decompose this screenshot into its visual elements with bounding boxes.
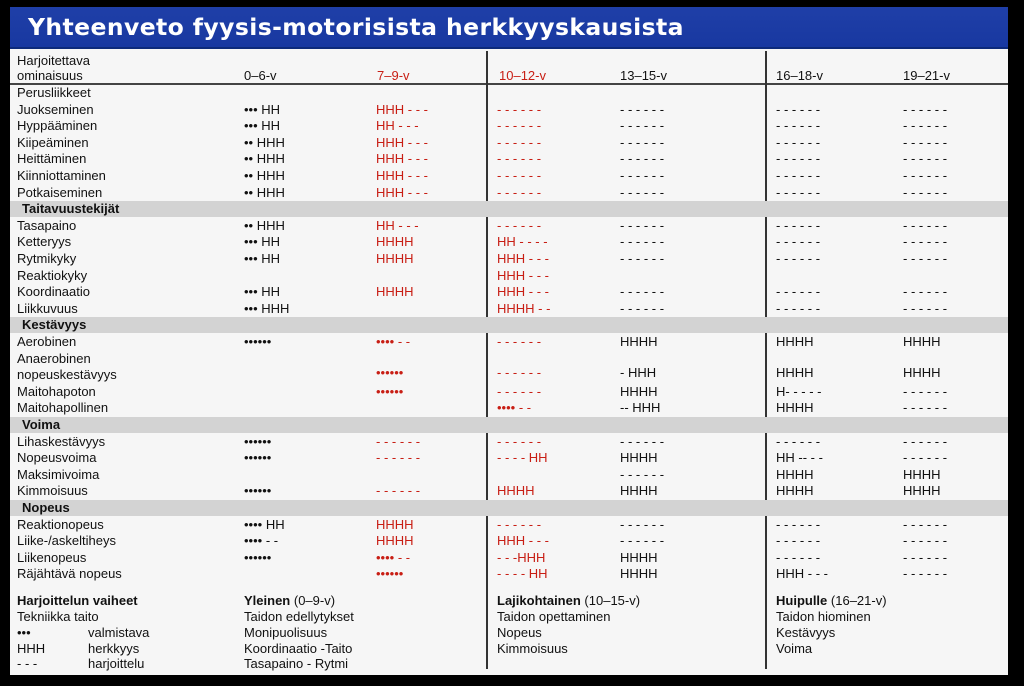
table-cell: - - - - - - [776,134,821,150]
table-cell: - - - - - - [776,516,821,532]
table-cell: •••••• [244,483,272,499]
trait-header [17,53,90,83]
table-row [10,301,1008,318]
table-cell: - - - - - - [903,400,948,416]
table-cell: HHHH [903,466,941,482]
table-cell: ••• HH [244,251,281,266]
legend-sport-item: Kimmoisuus [497,641,568,656]
table-cell: - - - - - - [903,118,948,134]
trait-header-line1: Harjoitettava [17,53,90,68]
table-cell: HH -- - - [776,450,823,466]
table-cell: - HHH [620,365,657,381]
table-cell: - - - - - - [620,533,665,549]
table-row [10,284,1008,301]
age-header-0-6: 0–6-v [244,68,277,83]
table-cell: •• HHH [244,184,285,200]
table-cell: HHHH [903,365,941,381]
table-cell: •••••• [244,549,272,565]
table-cell: - - - - - - [497,365,542,381]
table-cell: - - - - - - [903,533,948,549]
row-label: Heittäminen [17,151,87,167]
section-header [10,417,1008,433]
legend-peak-item: Kestävyys [776,625,836,640]
row-label: Nopeusvoima [17,450,97,466]
table-cell: - - - - - - [620,134,665,150]
table-cell: - - - - - - [776,217,821,233]
table-cell: - - - - - - [376,450,421,466]
table-row [10,334,1008,351]
table-cell: - - - - - - [903,168,948,183]
table-cell: HHH - - - [376,168,428,183]
table-cell: - - - - - - [903,516,948,532]
row-label: Maksimivoima [17,466,100,482]
table-cell: - - - - - - [620,234,665,250]
table-cell: HHHH [776,466,814,482]
table-row [10,151,1008,168]
table-cell: •• HHH [244,217,285,233]
table-cell: - - - - - - [620,251,665,266]
table-cell: - - - - - - [620,151,665,167]
table-row [10,135,1008,152]
table-cell: - - - - - - [497,217,542,233]
table-cell: HHHH [776,334,814,349]
table-cell: - - - - - - [620,516,665,532]
legend-technique: Tekniikka taito [17,609,99,624]
table-cell: - - - - - - [776,284,821,300]
section-header [10,500,1008,516]
table-cell: - - - - - - [776,234,821,250]
table-cell: HHHH [620,334,658,349]
age-header-7-9: 7–9-v [377,68,410,83]
table-cell: •••••• [244,450,272,466]
row-label: Juokseminen [17,101,94,117]
table-row [10,168,1008,185]
legend-peak-item: Voima [776,641,813,656]
table-cell: - - - - - - [620,466,665,482]
table-cell: •••••• [376,566,404,582]
table-cell: HHHH [620,383,658,399]
table-cell: HHHH [776,483,814,499]
row-label: Kimmoisuus [17,483,88,499]
table-cell: HHHH [620,549,658,565]
legend-h-text: herkkyys [88,641,140,656]
table-cell: H- - - - - [776,383,822,399]
table-cell: •••••• [244,334,272,349]
table-cell: HHHH [376,234,414,250]
row-label: Liikenopeus [17,549,87,565]
table-cell: HHHH [376,284,414,300]
age-header-16-18: 16–18-v [776,68,823,83]
table-cell: HHH - - - [376,101,428,117]
section-title: Perusliikkeet [17,85,91,100]
row-label: Potkaiseminen [17,184,103,200]
table-cell: - - - - - - [620,284,665,300]
table-row [10,251,1008,268]
row-label: Räjähtävä nopeus [17,566,122,582]
table-cell: - - - - - - [903,151,948,167]
table-cell: - - - - - - [497,383,542,399]
trait-header-line2: ominaisuus [17,68,83,83]
table-cell: - - - - - - [903,549,948,565]
table-row [10,550,1008,567]
legend-general-item: Taidon edellytykset [244,609,354,624]
table-cell: - - - - - - [776,184,821,200]
legend-dash-text: harjoittelu [88,656,145,671]
table-cell: - - - - - - [903,234,948,250]
row-label: Anaerobinen [17,350,91,366]
table-cell: HHHH [620,483,658,499]
table-cell: - - - - - - [620,118,665,134]
table-cell: - - - - - - [620,101,665,117]
table-cell: HHH - - - [376,184,428,200]
page-title: Yhteenveto fyysis-motorisista herkkyyskausista [28,13,684,41]
table-cell: - - - - - - [497,334,542,349]
row-label: Maitohapollinen [17,400,109,416]
table-cell: - - - - - - [776,251,821,266]
section-header [10,85,1008,101]
table-cell: •• HHH [244,134,285,150]
table-cell: ••• HH [244,101,281,117]
row-label: Maitohapoton [17,383,96,399]
table-cell: •••• HH [244,516,285,532]
section-header [10,201,1008,217]
table-cell: - - - - - - [776,168,821,183]
table-cell: HHHH [620,450,658,466]
table-row [10,102,1008,119]
table-cell: HHH - - - [376,134,428,150]
table-cell: - - - - - - [903,251,948,266]
table-row [10,118,1008,135]
row-label: Aerobinen [17,334,77,349]
table-cell: ••• HH [244,234,281,250]
table-cell: HHHH [376,516,414,532]
legend-sport-title: Lajikohtainen [497,593,581,608]
row-label: Reaktionopeus [17,516,104,532]
table-cell: - - - - - - [497,101,542,117]
table-cell: - - - - - - [903,566,948,582]
table-cell: HHHH [376,251,414,266]
table-cell: •••• - - [376,334,411,349]
age-header-10-12: 10–12-v [499,68,546,83]
row-label: Lihaskestävyys [17,433,106,449]
table-row [10,566,1008,583]
legend-sport-heading [497,593,640,609]
legend-sport-range: (10–15-v) [584,593,641,608]
table-cell: - - - - - - [776,549,821,565]
legend-general-range: (0–9-v) [293,593,336,608]
legend-general-item: Monipuolisuus [244,625,328,640]
row-label: Kiipeäminen [17,134,89,150]
table-cell: ••• HH [244,284,281,300]
table-cell: HH - - - [376,217,419,233]
row-label: Liikkuvuus [17,300,78,316]
table-cell: - - - - - - [903,450,948,466]
row-label: Ketteryys [17,234,72,250]
section-title: Voima [22,417,61,432]
table-cell: HHH - - - [497,267,549,283]
table-cell: HHH - - - [497,284,549,300]
legend-peak-heading [776,593,887,609]
legend-general-item: Tasapaino - Rytmi [244,656,349,671]
age-header-13-15: 13–15-v [620,68,667,83]
legend-general-item: Koordinaatio -Taito [244,641,353,656]
table-cell: HHHH [903,334,941,349]
table-cell: - - - - - - [497,118,542,134]
row-label: Koordinaatio [17,284,90,300]
table-cell: - - - - - - [776,101,821,117]
table-cell: - - - - - - [776,118,821,134]
table-row [10,218,1008,235]
table-cell: - - - - - - [903,184,948,200]
table-cell: •••• - - [376,549,411,565]
table-cell: HHHH [620,566,658,582]
legend-dash-symbol: - - - [17,656,38,671]
table-cell: - - - - - - [620,168,665,183]
table-cell: - - - - - - [776,533,821,549]
table-cell: •••• - - [244,533,279,549]
table-cell: - - - - - - [776,300,821,316]
row-label: Kiinniottaminen [17,168,106,183]
table-row [10,234,1008,251]
table-row [10,517,1008,534]
legend-peak-range: (16–21-v) [830,593,887,608]
table-row [10,483,1008,500]
table-cell: •• HHH [244,151,285,167]
section-header [10,317,1008,333]
table-cell: - - - - - - [903,217,948,233]
section-title: Taitavuustekijät [22,201,120,217]
table-cell: - - - - - - [903,433,948,449]
legend-phases-title: Harjoittelun vaiheet [17,593,138,608]
table-cell: •••• - - [497,400,532,416]
table-cell: HHHH [776,365,814,381]
table-row [10,467,1008,484]
table-cell: - - - - - - [497,184,542,200]
table-cell: HHH - - - [376,151,428,167]
table-cell: HHH - - - [497,251,549,266]
table-cell: HHHH [903,483,941,499]
table-cell: - - - - - - [903,284,948,300]
row-label: Tasapaino [17,217,77,233]
table-cell: •••••• [376,383,404,399]
table-cell: - - - - - - [903,134,948,150]
table-cell: - - - - - - [903,101,948,117]
table-row [10,450,1008,467]
age-header-19-21: 19–21-v [903,68,950,83]
legend-dots-symbol: ••• [17,625,31,640]
legend-peak-title: Huipulle [776,593,828,608]
row-label: Hyppääminen [17,118,98,134]
section-title: Kestävyys [22,317,87,333]
table-row [10,268,1008,285]
table-cell: - - - - HH [497,566,548,582]
table-cell: ••• HHH [244,300,290,316]
section-title: Nopeus [22,500,70,515]
row-label: Liike-/askeltiheys [17,533,116,549]
table-cell: HHHH [376,533,414,549]
legend-peak-item: Taidon hiominen [776,609,871,624]
table-cell: - - - - - - [497,516,542,532]
legend-sport-item: Taidon opettaminen [497,609,611,624]
table-cell: - - - - - - [620,433,665,449]
legend-general-title: Yleinen [244,593,291,608]
table-cell: HHHH [497,483,535,499]
table-cell: - - - - - - [620,184,665,200]
table-cell: - - - - - - [376,483,421,499]
table-cell: - - - - - - [497,168,542,183]
legend-general-heading [244,593,335,609]
table-cell: - - - - - - [497,151,542,167]
row-label-line2: nopeuskestävyys [17,367,117,383]
title-bar [10,7,1008,49]
table-cell: - - - - - - [497,433,542,449]
legend-dots-text: valmistava [88,625,150,640]
table-cell: •••••• [376,365,404,381]
table-cell: ••• HH [244,118,281,134]
table-cell: HH - - - - [497,234,548,250]
table-cell: •• HHH [244,168,285,183]
table-cell: HHH - - - [497,533,549,549]
table-cell: - - - - - - [376,433,421,449]
table-row [10,533,1008,550]
table-cell: - - - - - - [776,433,821,449]
table-cell: HH - - - [376,118,419,134]
table-row [10,351,1008,384]
table-cell: - - - - - - [776,151,821,167]
row-label: Rytmikyky [17,251,77,266]
table-cell: •••••• [244,433,272,449]
table-cell: - - - - HH [497,450,548,466]
table-row [10,400,1008,417]
table-cell: -- HHH [620,400,661,416]
summary-sheet [10,7,1008,675]
table-cell: - - - - - - [620,217,665,233]
table-cell: HHHH - - [497,300,551,316]
legend-sport-item: Nopeus [497,625,542,640]
table-cell: - - - - - - [903,300,948,316]
table-cell: - - - - - - [620,300,665,316]
table-row [10,384,1008,401]
table-cell: - - - - - - [903,383,948,399]
table-cell: - - -HHH [497,549,546,565]
row-label: Reaktiokyky [17,267,88,283]
table-cell: HHHH [776,400,814,416]
legend-h-symbol: HHH [17,641,46,656]
table-cell: - - - - - - [497,134,542,150]
table-row [10,434,1008,451]
table-row [10,185,1008,202]
table-cell: HHH - - - [776,566,828,582]
